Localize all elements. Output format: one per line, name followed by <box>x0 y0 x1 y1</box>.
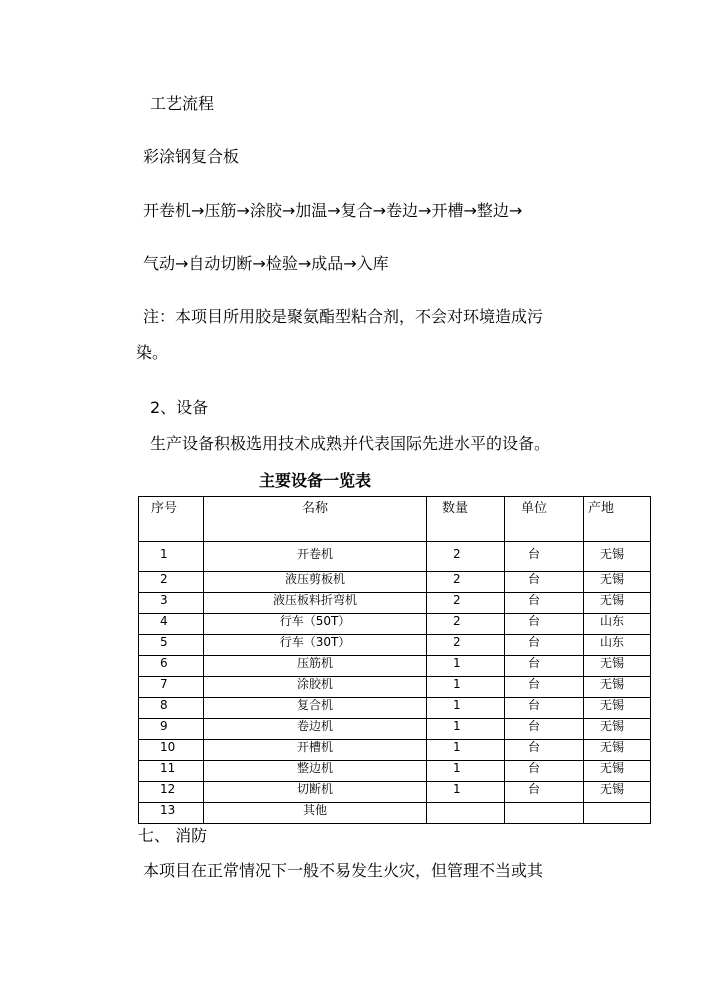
row-quantity: 1 <box>427 677 505 698</box>
row-name: 卷边机 <box>204 719 427 740</box>
section-title: 工艺流程 <box>150 94 215 113</box>
table-row <box>139 677 651 698</box>
fire-heading: 七、 消防 <box>138 826 208 845</box>
row-origin: 无锡 <box>584 761 651 782</box>
row-unit: 台 <box>505 782 584 803</box>
row-unit: 台 <box>505 593 584 614</box>
row-quantity: 2 <box>427 542 505 572</box>
row-quantity: 1 <box>427 740 505 761</box>
row-quantity: 1 <box>427 698 505 719</box>
row-origin: 无锡 <box>584 677 651 698</box>
row-name: 压筋机 <box>204 656 427 677</box>
product-name: 彩涂钢复合板 <box>143 147 240 166</box>
row-quantity: 2 <box>427 572 505 593</box>
row-index: 6 <box>139 656 204 677</box>
row-quantity: 2 <box>427 593 505 614</box>
row-origin: 无锡 <box>584 656 651 677</box>
process-line-2: 气动→自动切断→检验→成品→入库 <box>143 254 389 273</box>
row-quantity: 2 <box>427 614 505 635</box>
equipment-description: 生产设备积极选用技术成熟并代表国际先进水平的设备。 <box>150 434 551 453</box>
note-line-2: 染。 <box>136 343 169 362</box>
row-origin: 无锡 <box>584 740 651 761</box>
row-name: 行车（30T） <box>204 635 427 656</box>
table-row <box>139 614 651 635</box>
row-index: 10 <box>139 740 204 761</box>
row-origin: 山东 <box>584 635 651 656</box>
row-unit: 台 <box>505 614 584 635</box>
row-unit: 台 <box>505 761 584 782</box>
row-index: 8 <box>139 698 204 719</box>
row-origin: 无锡 <box>584 719 651 740</box>
note-line-1: 注：本项目所用胶是聚氨酯型粘合剂，不会对环境造成污 <box>143 307 544 326</box>
table-caption: 主要设备一览表 <box>259 471 372 490</box>
row-name: 行车（50T） <box>204 614 427 635</box>
row-unit: 台 <box>505 677 584 698</box>
row-quantity: 1 <box>427 719 505 740</box>
table-row <box>139 740 651 761</box>
row-unit: 台 <box>505 719 584 740</box>
table-row <box>139 542 651 572</box>
header-quantity: 数量 <box>427 497 505 542</box>
header-name: 名称 <box>204 497 427 542</box>
row-unit: 台 <box>505 698 584 719</box>
row-unit: 台 <box>505 740 584 761</box>
row-index: 11 <box>139 761 204 782</box>
fire-text: 本项目在正常情况下一般不易发生火灾，但管理不当或其 <box>143 861 544 880</box>
table-row <box>139 593 651 614</box>
header-index: 序号 <box>139 497 204 542</box>
row-index: 5 <box>139 635 204 656</box>
equipment-heading: 2、设备 <box>150 398 209 417</box>
row-index: 3 <box>139 593 204 614</box>
header-origin: 产地 <box>584 497 651 542</box>
row-index: 7 <box>139 677 204 698</box>
row-quantity: 1 <box>427 761 505 782</box>
row-unit: 台 <box>505 635 584 656</box>
row-name: 复合机 <box>204 698 427 719</box>
equipment-table <box>138 496 651 824</box>
row-index: 4 <box>139 614 204 635</box>
table-row <box>139 761 651 782</box>
row-name: 整边机 <box>204 761 427 782</box>
row-name: 液压板料折弯机 <box>204 593 427 614</box>
table-row <box>139 803 651 824</box>
row-name: 开卷机 <box>204 542 427 572</box>
row-index: 12 <box>139 782 204 803</box>
row-origin: 无锡 <box>584 542 651 572</box>
process-line-1: 开卷机→压筋→涂胶→加温→复合→卷边→开槽→整边→ <box>143 201 523 220</box>
table-row <box>139 698 651 719</box>
row-index: 2 <box>139 572 204 593</box>
table-row <box>139 782 651 803</box>
row-quantity: 1 <box>427 656 505 677</box>
row-unit: 台 <box>505 542 584 572</box>
row-index: 1 <box>139 542 204 572</box>
row-name: 涂胶机 <box>204 677 427 698</box>
table-row <box>139 635 651 656</box>
row-name: 液压剪板机 <box>204 572 427 593</box>
row-quantity: 1 <box>427 782 505 803</box>
table-row <box>139 719 651 740</box>
header-unit: 单位 <box>505 497 584 542</box>
row-quantity <box>427 803 505 824</box>
row-origin: 无锡 <box>584 593 651 614</box>
table-header-row <box>139 497 651 542</box>
row-origin: 无锡 <box>584 572 651 593</box>
row-name: 切断机 <box>204 782 427 803</box>
row-unit: 台 <box>505 572 584 593</box>
row-index: 9 <box>139 719 204 740</box>
table-row <box>139 656 651 677</box>
row-index: 13 <box>139 803 204 824</box>
row-origin: 无锡 <box>584 782 651 803</box>
row-origin: 无锡 <box>584 698 651 719</box>
row-name: 开槽机 <box>204 740 427 761</box>
row-unit: 台 <box>505 656 584 677</box>
row-name: 其他 <box>204 803 427 824</box>
row-quantity: 2 <box>427 635 505 656</box>
row-origin <box>584 803 651 824</box>
table-row <box>139 572 651 593</box>
row-origin: 山东 <box>584 614 651 635</box>
row-unit <box>505 803 584 824</box>
